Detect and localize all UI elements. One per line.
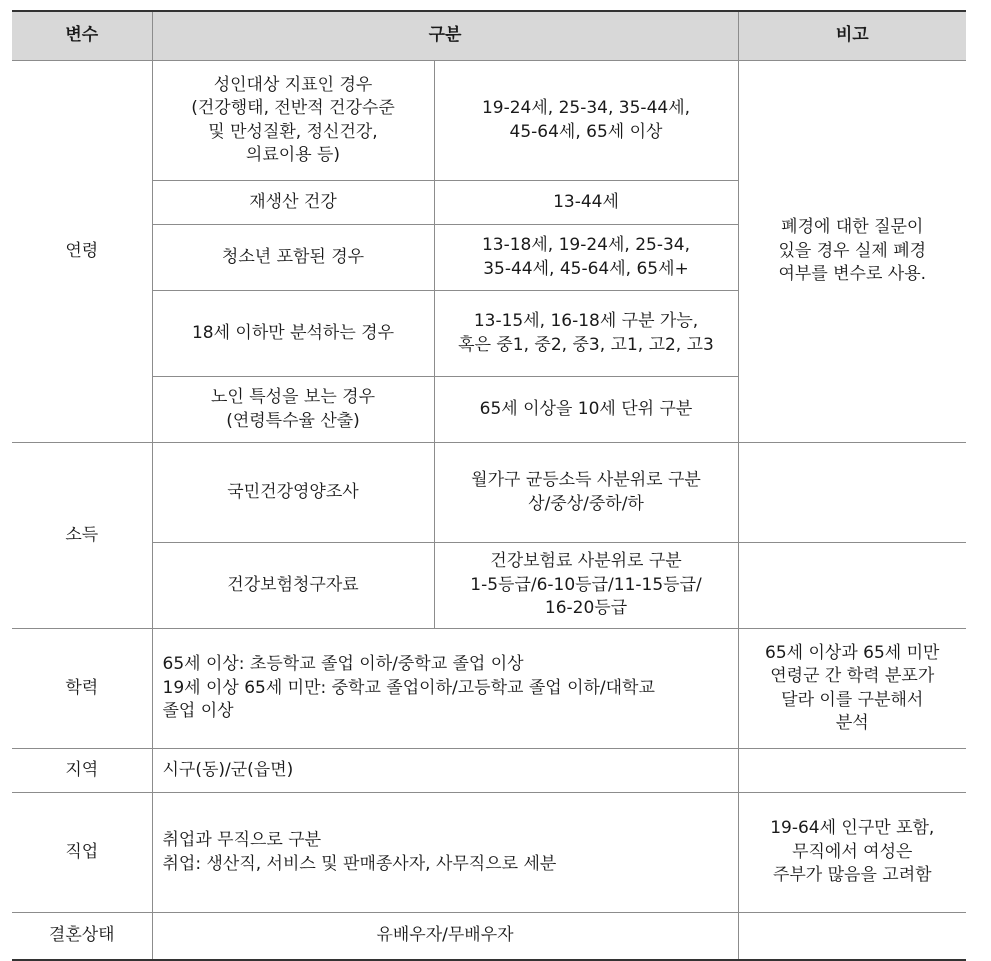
region-values: 시구(동)/군(읍면)	[152, 749, 738, 793]
income-note-empty-2	[738, 543, 966, 629]
age-group-elderly: 노인 특성을 보는 경우 (연령특수율 산출)	[152, 377, 434, 443]
age-values-reproductive: 13-44세	[434, 181, 738, 225]
income-group-knhanes: 국민건강영양조사	[152, 443, 434, 543]
row-label-marital: 결혼상태	[12, 913, 152, 960]
variable-table	[12, 10, 966, 961]
job-values: 취업과 무직으로 구분 취업: 생산직, 서비스 및 판매종사자, 사무직으로 세분	[152, 793, 738, 913]
income-values-claims: 건강보험료 사분위로 구분 1-5등급/6-10등급/11-15등급/ 16-20등급	[434, 543, 738, 629]
region-note-empty	[738, 749, 966, 793]
row-label-age: 연령	[12, 61, 152, 443]
income-group-claims: 건강보험청구자료	[152, 543, 434, 629]
header-category: 구분	[152, 11, 738, 61]
age-group-reproductive: 재생산 건강	[152, 181, 434, 225]
age-values-youth: 13-18세, 19-24세, 25-34, 35-44세, 45-64세, 65세+	[434, 225, 738, 291]
age-values-adult: 19-24세, 25-34, 35-44세, 45-64세, 65세 이상	[434, 61, 738, 181]
education-values: 65세 이상: 초등학교 졸업 이하/중학교 졸업 이상 19세 이상 65세 미만: 중학교 졸업이하/고등학교 졸업 이하/대학교 졸업 이상	[152, 629, 738, 749]
header-note: 비고	[738, 11, 966, 61]
education-note: 65세 이상과 65세 미만 연령군 간 학력 분포가 달라 이를 구분해서 분석	[738, 629, 966, 749]
row-label-education: 학력	[12, 629, 152, 749]
age-values-under18: 13-15세, 16-18세 구분 가능, 혹은 중1, 중2, 중3, 고1, 고2, 고3	[434, 291, 738, 377]
marital-note-empty	[738, 913, 966, 960]
job-note: 19-64세 인구만 포함, 무직에서 여성은 주부가 많음을 고려함	[738, 793, 966, 913]
row-label-job: 직업	[12, 793, 152, 913]
income-values-knhanes: 월가구 균등소득 사분위로 구분 상/중상/중하/하	[434, 443, 738, 543]
income-note-empty	[738, 443, 966, 543]
row-label-region: 지역	[12, 749, 152, 793]
age-note: 폐경에 대한 질문이 있을 경우 실제 폐경 여부를 변수로 사용.	[738, 61, 966, 443]
age-group-under18: 18세 이하만 분석하는 경우	[152, 291, 434, 377]
age-values-elderly: 65세 이상을 10세 단위 구분	[434, 377, 738, 443]
marital-values: 유배우자/무배우자	[152, 913, 738, 960]
age-group-adult: 성인대상 지표인 경우 (건강행태, 전반적 건강수준 및 만성질환, 정신건강, 의료이용 등)	[152, 61, 434, 181]
age-group-youth: 청소년 포함된 경우	[152, 225, 434, 291]
row-label-income: 소득	[12, 443, 152, 629]
header-variable: 변수	[12, 11, 152, 61]
